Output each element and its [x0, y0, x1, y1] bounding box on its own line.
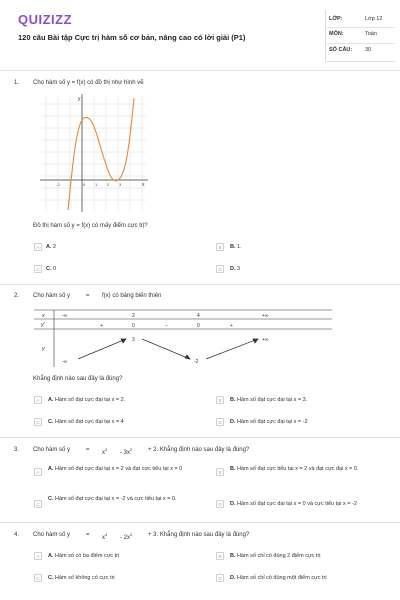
x-axis-label: x	[142, 182, 145, 188]
question-stem-part: Cho hàm số y	[33, 447, 71, 453]
function-curve	[68, 98, 134, 210]
question-divider	[0, 284, 400, 285]
option-c[interactable]: C. 0	[46, 266, 57, 272]
question-subtext: Khẳng định nào sau đây là đúng?	[33, 376, 123, 382]
table-sign: +	[100, 323, 103, 329]
table-x-value: 2	[132, 313, 135, 319]
table-sign: 0	[132, 323, 135, 329]
option-d-marker[interactable]: D	[216, 500, 224, 508]
option-c[interactable]: C. Hàm số không có cực trị	[48, 575, 115, 581]
option-b-marker[interactable]: B	[216, 552, 224, 560]
option-b[interactable]: B. 1.	[230, 244, 242, 250]
question-stem-part: =	[86, 447, 90, 453]
question-stem-part: =	[86, 532, 90, 538]
meta-divider	[325, 43, 395, 44]
decrease-arrow	[142, 339, 190, 359]
meta-value: Toán	[365, 31, 377, 37]
question-stem-part: f(x) có bảng biến thiên	[102, 293, 162, 299]
option-a-marker[interactable]: A	[34, 552, 42, 560]
arrow-head	[253, 339, 258, 343]
question-stem-part: $x^3$	[102, 447, 108, 456]
table-x-label: x	[42, 313, 45, 319]
table-sign: −	[165, 323, 168, 329]
option-c-marker[interactable]: C	[34, 418, 42, 426]
option-c-marker[interactable]: C	[34, 265, 42, 273]
meta-label: MÔN:	[329, 31, 344, 37]
option-c[interactable]: C. Hàm số đạt cực đại tại x = 4	[48, 419, 124, 425]
meta-value: Lớp 12	[365, 16, 383, 22]
increase-arrow	[206, 339, 258, 359]
option-d-marker[interactable]: D	[216, 418, 224, 426]
question-number: 2.	[14, 293, 20, 299]
page-title: 120 câu Bài tập Cực trị hàm số cơ bản, nâng cao có lời giải (P1)	[18, 33, 246, 42]
option-b[interactable]: B. Hàm số chỉ có đúng 2 điểm cực trị	[230, 553, 321, 559]
header-divider	[0, 70, 400, 71]
table-y-value: 3	[132, 337, 135, 343]
question-divider	[0, 522, 400, 523]
table-y-value: -∞	[62, 359, 68, 365]
function-graph	[38, 92, 148, 214]
x-tick: 1	[95, 182, 98, 187]
question-subtext: Đồ thị hàm số y = f(x) có mấy điểm cực trị?	[33, 223, 148, 229]
table-y-label: y	[42, 346, 45, 352]
table-y-value: +∞	[262, 337, 269, 343]
option-d-marker[interactable]: D	[216, 265, 224, 273]
table-y-value: -2	[194, 359, 199, 365]
table-yprime-label: y'	[41, 322, 45, 328]
question-stem-part: - $3x^2$	[120, 447, 133, 456]
variation-table	[34, 309, 334, 367]
table-sign: +	[230, 323, 233, 329]
option-d[interactable]: D. Hàm số đạt cực đại tại x = 0 và cực tiểu tại x = -2	[230, 501, 357, 507]
option-b-marker[interactable]: B	[216, 396, 224, 404]
option-c-marker[interactable]: C	[34, 500, 42, 508]
option-c-marker[interactable]: C	[34, 574, 42, 582]
question-stem-part: =	[86, 293, 90, 299]
question-stem-part: - $2x^2$	[120, 532, 133, 541]
table-x-value: +∞	[262, 313, 269, 319]
question-stem-part: $x^4$	[102, 532, 108, 541]
question-stem-part: Cho hàm số y	[33, 293, 71, 299]
option-a-marker[interactable]: A	[34, 243, 42, 251]
quizizz-logo: QUIZIZZ	[18, 12, 73, 27]
x-tick: 3	[119, 182, 122, 187]
x-tick: -2	[56, 182, 60, 187]
option-d-marker[interactable]: D	[216, 574, 224, 582]
option-a[interactable]: A. 2	[46, 244, 57, 250]
arrow-head	[185, 355, 190, 359]
question-number: 4.	[14, 532, 20, 538]
table-sign: 0	[197, 323, 200, 329]
x-tick: 0	[83, 182, 86, 187]
option-a[interactable]: A. Hàm số có ba điểm cực trị	[48, 553, 120, 559]
option-a-marker[interactable]: A	[34, 396, 42, 404]
question-stem-part: Cho hàm số y	[33, 532, 71, 538]
question-number: 3.	[14, 447, 20, 453]
option-b[interactable]: B. Hàm số đạt cực tiểu tại x = 2 và đạt cực đại x = 0.	[230, 466, 359, 472]
question-stem-part: + 2. Khẳng định nào sau đây là đúng?	[148, 447, 250, 453]
option-b-marker[interactable]: B	[216, 468, 224, 476]
option-d[interactable]: D. 3	[230, 266, 241, 272]
question-divider	[0, 437, 400, 438]
arrow-head	[121, 339, 126, 343]
meta-label: LỚP:	[329, 16, 343, 22]
x-tick: 2	[107, 182, 110, 187]
question-stem-part: + 3. Khẳng định nào sau đây là đúng?	[148, 532, 250, 538]
option-b-marker[interactable]: B	[216, 243, 224, 251]
option-d[interactable]: D. Hàm số chỉ có đúng một điểm cực trị	[230, 575, 327, 581]
question-stem: Cho hàm số y = f(x) có đồ thị như hình vẽ	[33, 80, 144, 86]
option-c[interactable]: C. Hàm số đạt cực đại tại x = -2 và cực tiểu tại x = 0.	[48, 496, 177, 502]
table-x-value: -∞	[62, 313, 68, 319]
option-d[interactable]: D. Hàm số đạt cực đại tại x = -2	[230, 419, 308, 425]
y-axis-label: y	[78, 96, 81, 102]
option-a[interactable]: A. Hàm số đạt cực đại tại x = 2.	[48, 397, 126, 403]
meta-value: 30	[365, 47, 372, 53]
option-b[interactable]: B. Hàm số đạt cực đại tại x = 3.	[230, 397, 308, 403]
option-a[interactable]: A. Hàm số đạt cực đại tại x = 2 và đạt cực tiểu tại x = 0	[48, 466, 183, 472]
x-tick: -1	[68, 182, 72, 187]
question-number: 1.	[14, 80, 20, 86]
option-a-marker[interactable]: A	[34, 468, 42, 476]
meta-divider	[325, 27, 395, 28]
table-x-value: 4	[197, 313, 200, 319]
meta-label: SỐ CÂU:	[329, 47, 353, 53]
increase-arrow	[78, 339, 126, 359]
